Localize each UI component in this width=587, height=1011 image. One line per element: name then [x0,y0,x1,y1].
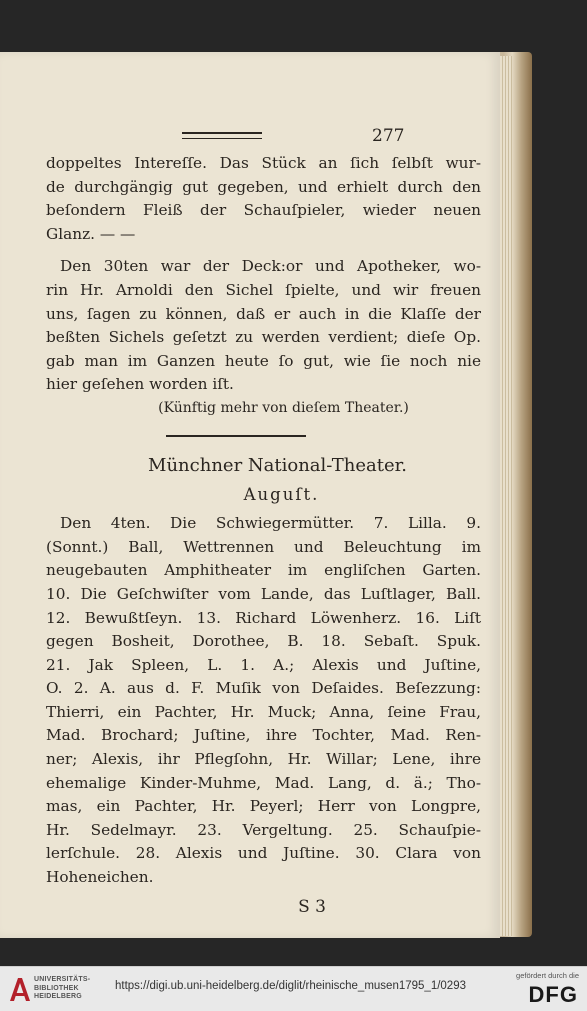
text-line: (Sonnt.) Ball, Wettrennen und Beleuchtung im [46,537,481,556]
document-url-link[interactable]: https://digi.ub.uni-heidelberg.de/diglit/rheinische_musen1795_1/0293 [115,980,466,992]
text-line: gegen Bosheit, Dorothee, B. 18. Sebaſt. Spuk. [46,632,481,651]
university-name [34,976,90,1002]
signature-mark: S 3 [298,896,326,917]
text-line: de durchgängig gut gegeben, und erhielt durch den [46,177,481,196]
text-line: Thierri, ein Pachter, Hr. Muck; Anna, ſeine Frau, [46,702,481,721]
text-line: Hr. Sedelmayr. 23. Vergeltung. 25. Schauſpie- [46,820,481,839]
text-line: Glanz. — — [46,224,136,243]
university-logo-icon [7,975,33,1003]
text-line: O. 2. A. aus d. F. Muſik von Deſaides. Beſezzung: [46,679,481,698]
text-line: 21. Jak Spleen, L. 1. A.; Alexis und Juſtine, [46,655,481,674]
text-line: uns, ſagen zu können, daß er auch in die Klaſſe der [46,304,481,323]
section-heading: Münchner National-Theater. [148,454,407,476]
footer-bar [0,966,587,1011]
page-text [46,152,481,919]
header-rule [182,132,262,139]
text-line: Den 4ten. Die Schwiegermütter. 7. Lilla. 9. [60,514,481,533]
university-name-line: UNIVERSITÄTS- [34,976,91,983]
text-line: ner; Alexis, ihr Pflegſohn, Hr. Willar; Lene, ihre [46,750,481,769]
university-name-line: BIBLIOTHEK [34,984,79,992]
dfg-logo[interactable]: DFG [528,982,578,1007]
text-line: neugebauten Amphitheater im engliſchen Garten. [46,561,481,580]
editorial-note: (Künftig mehr von dieſem Theater.) [158,399,409,416]
text-line: ehemalige Kinder-Muhme, Mad. Lang, d. ä.; Tho- [46,773,481,792]
paragraph-3 [46,512,481,890]
text-line: rin Hr. Arnoldi den Sichel ſpielte, und wir freuen [46,280,481,299]
book-page [0,52,500,938]
text-line: doppeltes Intereſſe. Das Stück an ſich ſelbſt wur- [46,154,481,172]
text-line: beſondern Fleiß der Schauſpieler, wieder neuen [46,201,481,220]
text-line: beßten Sichels geſetzt zu werden verdient; dieſe Op. [46,328,481,347]
funded-by-label: gefördert durch die [516,971,579,980]
section-divider [166,435,306,437]
text-line: hier geſehen worden iſt. [46,375,234,394]
text-line: Mad. Brochard; Juſtine, ihre Tochter, Mad. Ren- [46,726,481,745]
text-line: lerſchule. 28. Alexis und Juſtine. 30. Clara von [46,844,481,863]
text-line: Hoheneichen. [46,868,154,887]
university-name-line: HEIDELBERG [34,993,82,1000]
paragraph-2 [46,255,481,397]
paragraph-1 [46,152,481,246]
text-line: Den 30ten war der Deck:or und Apotheker, wo- [60,257,481,276]
section-subheading: Auguſt. [243,484,320,504]
page-number: 277 [372,126,405,146]
text-line: 10. Die Geſchwiſter vom Lande, das Luſtlager, Ball. [46,584,481,603]
text-line: 12. Bewußtſeyn. 13. Richard Löwenherz. 16. Liſt [46,608,481,627]
text-line: mas, ein Pachter, Hr. Peyerl; Herr von Longpre, [46,797,481,816]
text-line: gab man im Ganzen heute ſo gut, wie ſie noch nie [46,351,481,370]
